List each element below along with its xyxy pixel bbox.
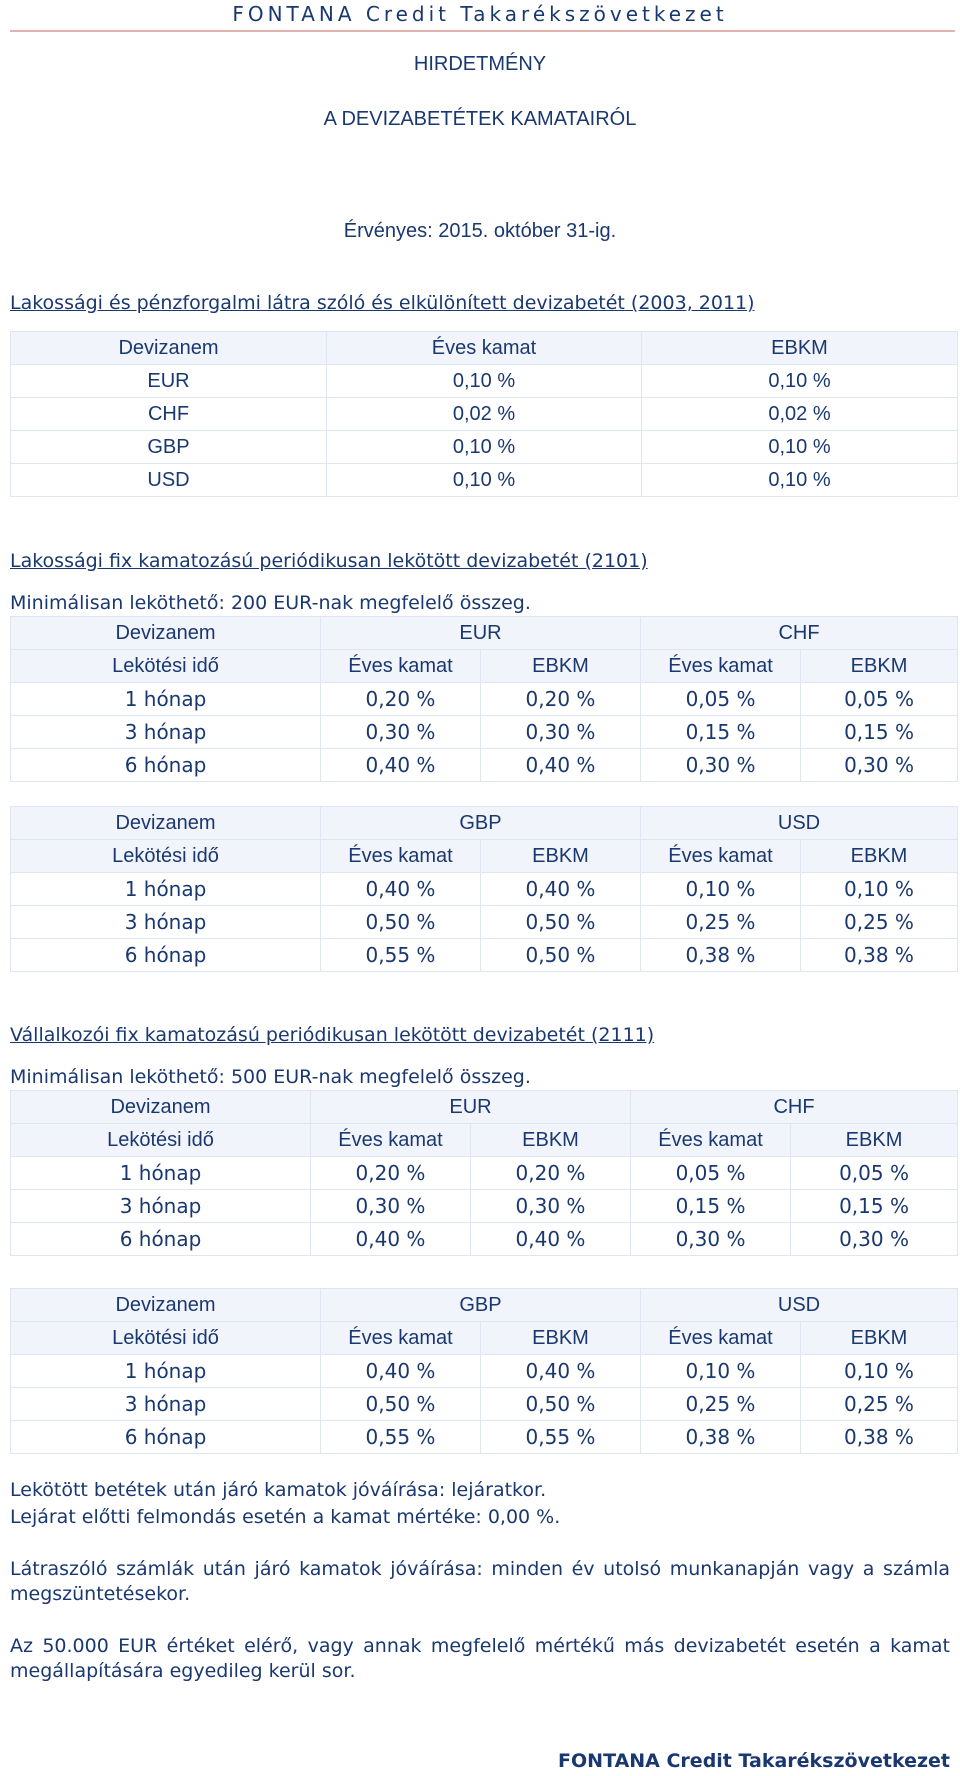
col-header: EBKM	[801, 650, 958, 683]
table-row	[11, 1157, 958, 1190]
table-cell: CHF	[11, 398, 327, 431]
table-cell: 0,40 %	[481, 749, 641, 782]
currency-header-row	[11, 617, 958, 650]
document-title: HIRDETMÉNY	[413, 53, 547, 75]
table-cell: 6 hónap	[11, 1223, 311, 1256]
table-cell: 0,50 %	[321, 906, 481, 939]
table-cell: 0,38 %	[641, 1421, 801, 1454]
table-cell: 0,38 %	[641, 939, 801, 972]
table-cell: 0,10 %	[327, 464, 642, 497]
note-interest-credit: Lekötött betétek után járó kamatok jóváírása: lejáratkor.	[10, 1479, 547, 1501]
col-header: Devizanem	[11, 332, 327, 365]
col-header: Lekötési idő	[11, 840, 321, 873]
table-cell: 0,10 %	[327, 431, 642, 464]
section3-table-eur-chf	[10, 1090, 958, 1256]
table-cell: 0,30 %	[311, 1190, 471, 1223]
table-cell: 0,50 %	[321, 1388, 481, 1421]
table-cell: 0,02 %	[327, 398, 642, 431]
table-cell: 0,10 %	[642, 431, 958, 464]
table-cell: 6 hónap	[11, 939, 321, 972]
currency-label: Devizanem	[11, 1289, 321, 1322]
table-cell: 0,55 %	[321, 939, 481, 972]
col-header: Lekötési idő	[11, 1124, 311, 1157]
col-header: EBKM	[481, 650, 641, 683]
table-cell: 0,10 %	[642, 464, 958, 497]
table-row	[11, 1421, 958, 1454]
table-cell: USD	[11, 464, 327, 497]
table-cell: 0,25 %	[641, 906, 801, 939]
section3-table-gbp-usd	[10, 1288, 958, 1454]
table-cell: 0,30 %	[791, 1223, 958, 1256]
section2-min-note: Minimálisan leköthető: 200 EUR-nak megfelelő összeg.	[10, 592, 531, 614]
col-header: Éves kamat	[321, 1322, 481, 1355]
table-cell: 0,15 %	[631, 1190, 791, 1223]
table-cell: 0,10 %	[327, 365, 642, 398]
table-cell: 0,30 %	[321, 716, 481, 749]
table-cell: 3 hónap	[11, 716, 321, 749]
table-cell: 0,30 %	[641, 749, 801, 782]
table-row	[11, 365, 958, 398]
table-row	[11, 1190, 958, 1223]
table-cell: 0,40 %	[481, 1355, 641, 1388]
table-cell: 0,40 %	[321, 749, 481, 782]
table-row	[11, 431, 958, 464]
table-cell: 0,25 %	[801, 1388, 958, 1421]
section2-table-eur-chf	[10, 616, 958, 782]
table-row	[11, 716, 958, 749]
col-header: Éves kamat	[321, 650, 481, 683]
currency-header: USD	[641, 1289, 958, 1322]
table-row	[11, 398, 958, 431]
section2-title: Lakossági fix kamatozású periódikusan lekötött devizabetét (2101)	[10, 550, 648, 572]
col-header: Éves kamat	[321, 840, 481, 873]
table-cell: EUR	[11, 365, 327, 398]
table-cell: 0,40 %	[321, 1355, 481, 1388]
table-cell: 0,10 %	[641, 1355, 801, 1388]
col-header: Éves kamat	[631, 1124, 791, 1157]
section1-table	[10, 331, 958, 497]
col-header: EBKM	[481, 1322, 641, 1355]
col-header: EBKM	[801, 840, 958, 873]
table-cell: 0,15 %	[801, 716, 958, 749]
table-cell: 0,38 %	[801, 939, 958, 972]
col-header: EBKM	[471, 1124, 631, 1157]
col-header: EBKM	[801, 1322, 958, 1355]
header-divider	[10, 30, 955, 32]
table-cell: 1 hónap	[11, 1355, 321, 1388]
table-cell: 0,30 %	[801, 749, 958, 782]
table-cell: 0,40 %	[311, 1223, 471, 1256]
table-row	[11, 873, 958, 906]
table-row	[11, 464, 958, 497]
table-cell: 1 hónap	[11, 1157, 311, 1190]
table-cell: 0,10 %	[642, 365, 958, 398]
table-cell: 0,20 %	[481, 683, 641, 716]
table-cell: 0,05 %	[801, 683, 958, 716]
table-header-row	[11, 332, 958, 365]
col-header: Éves kamat	[641, 1322, 801, 1355]
currency-header: GBP	[321, 807, 641, 840]
table-cell: 0,38 %	[801, 1421, 958, 1454]
col-header: EBKM	[791, 1124, 958, 1157]
section3-min-note: Minimálisan leköthető: 500 EUR-nak megfelelő összeg.	[10, 1066, 531, 1088]
table-cell: 0,30 %	[471, 1190, 631, 1223]
table-cell: 0,15 %	[791, 1190, 958, 1223]
table-cell: 0,50 %	[481, 1388, 641, 1421]
table-cell: 0,55 %	[481, 1421, 641, 1454]
table-cell: GBP	[11, 431, 327, 464]
table-cell: 3 hónap	[11, 1388, 321, 1421]
currency-header-row	[11, 1289, 958, 1322]
currency-header: USD	[641, 807, 958, 840]
table-cell: 0,55 %	[321, 1421, 481, 1454]
currency-header-row	[11, 807, 958, 840]
table-cell: 0,20 %	[471, 1157, 631, 1190]
table-row	[11, 749, 958, 782]
currency-label: Devizanem	[11, 807, 321, 840]
col-header: Lekötési idő	[11, 1322, 321, 1355]
section3-title: Vállalkozói fix kamatozású periódikusan lekötött devizabetét (2111)	[10, 1024, 655, 1046]
sub-header-row	[11, 650, 958, 683]
footer-institution: FONTANA Credit Takarékszövetkezet	[558, 1750, 950, 1772]
table-cell: 6 hónap	[11, 1421, 321, 1454]
table-cell: 0,05 %	[631, 1157, 791, 1190]
col-header: Éves kamat	[311, 1124, 471, 1157]
table-row	[11, 1223, 958, 1256]
currency-header: EUR	[321, 617, 641, 650]
currency-header: CHF	[641, 617, 958, 650]
table-cell: 1 hónap	[11, 873, 321, 906]
table-cell: 0,10 %	[801, 873, 958, 906]
currency-header: GBP	[321, 1289, 641, 1322]
table-cell: 0,30 %	[481, 716, 641, 749]
table-row	[11, 1355, 958, 1388]
table-cell: 0,25 %	[641, 1388, 801, 1421]
header-institution: FONTANA Credit Takarékszövetkezet	[232, 2, 728, 26]
sub-header-row	[11, 840, 958, 873]
table-row	[11, 906, 958, 939]
col-header: EBKM	[481, 840, 641, 873]
table-cell: 0,40 %	[321, 873, 481, 906]
col-header: EBKM	[642, 332, 958, 365]
table-cell: 0,05 %	[641, 683, 801, 716]
validity-date: Érvényes: 2015. október 31-ig.	[343, 220, 617, 242]
table-cell: 0,40 %	[481, 873, 641, 906]
table-cell: 0,50 %	[481, 939, 641, 972]
table-cell: 3 hónap	[11, 906, 321, 939]
table-row	[11, 939, 958, 972]
table-cell: 0,15 %	[641, 716, 801, 749]
table-cell: 0,10 %	[641, 873, 801, 906]
table-cell: 0,25 %	[801, 906, 958, 939]
table-row	[11, 683, 958, 716]
currency-label: Devizanem	[11, 1091, 311, 1124]
section1-title: Lakossági és pénzforgalmi látra szóló és elkülönített devizabetét (2003, 2011)	[10, 292, 755, 314]
col-header: Éves kamat	[327, 332, 642, 365]
document-subtitle: A DEVIZABETÉTEK KAMATAIRÓL	[323, 108, 637, 130]
table-cell: 0,02 %	[642, 398, 958, 431]
col-header: Éves kamat	[641, 840, 801, 873]
note-large-deposit: Az 50.000 EUR értéket elérő, vagy annak megfelelő mértékű más devizabetét esetén a kamat megállapítására egyedileg kerül sor.	[10, 1635, 950, 1682]
table-cell: 0,40 %	[471, 1223, 631, 1256]
table-cell: 0,05 %	[791, 1157, 958, 1190]
col-header: Lekötési idő	[11, 650, 321, 683]
section2-table-gbp-usd	[10, 806, 958, 972]
sub-header-row	[11, 1124, 958, 1157]
table-row	[11, 1388, 958, 1421]
currency-header: EUR	[311, 1091, 631, 1124]
currency-header-row	[11, 1091, 958, 1124]
table-cell: 1 hónap	[11, 683, 321, 716]
table-cell: 0,10 %	[801, 1355, 958, 1388]
currency-label: Devizanem	[11, 617, 321, 650]
note-sight-accounts: Látraszóló számlák után járó kamatok jóváírása: minden év utolsó munkanapján vagy a számla megszüntetésekor.	[10, 1558, 950, 1605]
table-cell: 0,30 %	[631, 1223, 791, 1256]
note-early-termination: Lejárat előtti felmondás esetén a kamat mértéke: 0,00 %.	[10, 1506, 561, 1528]
table-cell: 0,20 %	[311, 1157, 471, 1190]
table-cell: 6 hónap	[11, 749, 321, 782]
table-cell: 3 hónap	[11, 1190, 311, 1223]
currency-header: CHF	[631, 1091, 958, 1124]
col-header: Éves kamat	[641, 650, 801, 683]
table-cell: 0,20 %	[321, 683, 481, 716]
table-cell: 0,50 %	[481, 906, 641, 939]
sub-header-row	[11, 1322, 958, 1355]
